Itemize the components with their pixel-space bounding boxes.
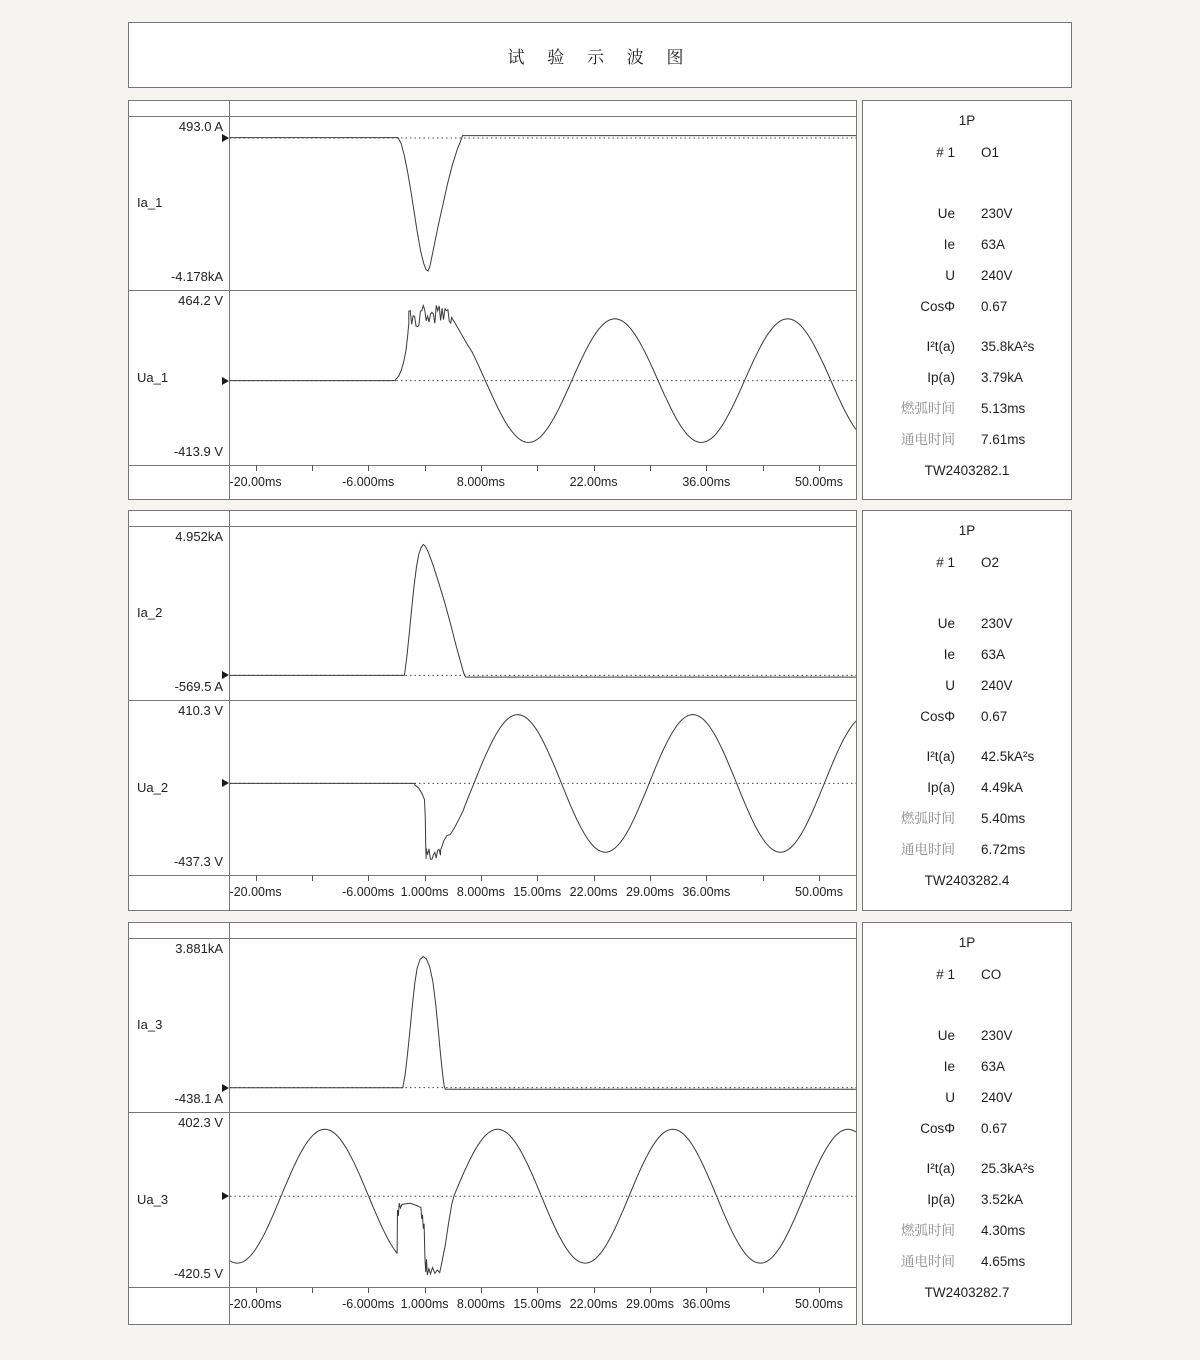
result-row: 通电时间 4.65ms	[901, 1254, 1026, 1269]
param-row: CosΦ 0.67	[920, 1121, 1008, 1136]
axis-tick-label: 29.00ms	[626, 885, 674, 899]
axis-tick	[594, 1288, 595, 1293]
axis-tick	[537, 1288, 538, 1293]
param-row: Ie 63A	[943, 1059, 1006, 1074]
zero-marker-arrow	[222, 134, 229, 142]
range-max-ua2: 410.3 V	[178, 703, 223, 718]
sample-number: # 1	[936, 555, 955, 570]
axis-tick-label: 1.000ms	[400, 885, 449, 899]
axis-tick	[481, 466, 482, 471]
operation-row	[863, 555, 1071, 571]
axis-tick	[425, 876, 426, 881]
axis-tick-label: 8.000ms	[456, 1297, 505, 1311]
result-row: 通电时间 7.61ms	[901, 432, 1026, 447]
oscillogram-section-2	[128, 510, 857, 911]
result-row: Ip(a) 3.79kA	[927, 370, 1024, 385]
range-max-ia2: 4.952kA	[175, 529, 223, 544]
operation-code: O2	[981, 555, 1000, 570]
ua-waveform-svg	[230, 701, 856, 875]
operation-row	[863, 967, 1071, 983]
axis-tick-label: 36.00ms	[682, 1297, 731, 1311]
axis-tick-label: 36.00ms	[682, 475, 731, 489]
sample-number: # 1	[936, 145, 955, 160]
param-row: Ue 230V	[937, 616, 1013, 631]
operation-code: CO	[981, 967, 1002, 982]
test-params	[863, 616, 1071, 725]
axis-tick	[594, 466, 595, 471]
axis-tick	[368, 466, 369, 471]
operation-row	[863, 145, 1071, 161]
test-params	[863, 206, 1071, 315]
axis-tick-label: -20.00ms	[229, 885, 282, 899]
param-row: U 240V	[945, 1090, 1013, 1105]
page-title: 试 验 示 波 图	[507, 47, 693, 67]
axis-tick-label: 50.00ms	[795, 1297, 843, 1311]
channel-label-ua1: Ua_1	[137, 370, 169, 385]
param-row: U 240V	[945, 268, 1013, 283]
axis-tick	[256, 1288, 257, 1293]
ia-waveform-svg	[230, 117, 856, 290]
axis-tick	[312, 876, 313, 881]
range-max-ia1: 493.0 A	[178, 119, 223, 134]
zero-marker-arrow	[222, 377, 229, 385]
axis-tick	[650, 876, 651, 881]
time-axis-1	[229, 466, 856, 499]
title-box	[128, 22, 1072, 88]
axis-tick	[312, 466, 313, 471]
axis-tick-label: 15.00ms	[513, 1297, 562, 1311]
axis-tick	[706, 876, 707, 881]
param-row: Ue 230V	[937, 1028, 1013, 1043]
test-results	[863, 1161, 1071, 1270]
range-min-ua1: -413.9 V	[173, 444, 223, 459]
info-panel-2	[862, 510, 1072, 911]
time-axis-3	[229, 1288, 856, 1324]
result-row: I²t(a) 35.8kA²s	[926, 339, 1035, 354]
oscillogram-section-1	[128, 100, 857, 500]
Ua_2-trace	[230, 715, 856, 860]
phase-label: 1P	[958, 113, 976, 128]
ia1-waveform-plot	[230, 117, 856, 290]
axis-tick	[763, 1288, 764, 1293]
channel-label-ia2: Ia_2	[137, 605, 163, 620]
axis-tick	[537, 876, 538, 881]
axis-tick-label: 8.000ms	[456, 885, 505, 899]
param-row: Ie 63A	[943, 647, 1006, 662]
axis-tick-label: 22.00ms	[569, 1297, 618, 1311]
Ua_1-trace	[230, 305, 856, 442]
axis-tick-label: 15.00ms	[513, 885, 562, 899]
operation-code: O1	[981, 145, 1000, 160]
axis-tick-label: 8.000ms	[456, 475, 505, 489]
ia2-waveform-plot	[230, 527, 856, 700]
axis-tick-label: 22.00ms	[569, 885, 618, 899]
Ia_2-trace	[230, 545, 856, 678]
axis-tick	[650, 1288, 651, 1293]
oscillogram-section-3	[128, 922, 857, 1325]
range-min-ia2: -569.5 A	[174, 679, 223, 694]
Ia_1-trace	[230, 136, 856, 271]
test-results	[863, 749, 1071, 858]
param-row: CosΦ 0.67	[920, 709, 1008, 724]
range-max-ua1: 464.2 V	[178, 293, 223, 308]
result-row: 燃弧时间 5.40ms	[901, 811, 1026, 826]
result-row: 燃弧时间 5.13ms	[901, 401, 1026, 416]
axis-tick-label: -20.00ms	[229, 1297, 282, 1311]
axis-tick	[425, 466, 426, 471]
axis-tick	[819, 466, 820, 471]
axis-tick	[706, 466, 707, 471]
axis-tick	[763, 466, 764, 471]
axis-tick-label: -6.000ms	[342, 885, 395, 899]
result-row: 燃弧时间 4.30ms	[901, 1223, 1026, 1238]
channel-label-ua2: Ua_2	[137, 780, 169, 795]
ua2-waveform-plot	[230, 701, 856, 875]
range-min-ia1: -4.178kA	[170, 269, 223, 284]
test-results	[863, 339, 1071, 448]
report-number: TW2403282.7	[924, 1285, 1010, 1300]
time-axis-2	[229, 876, 856, 910]
result-row: Ip(a) 4.49kA	[927, 780, 1024, 795]
result-row: 通电时间 6.72ms	[901, 842, 1026, 857]
axis-tick-label: 50.00ms	[795, 885, 843, 899]
zero-marker-arrow	[222, 671, 229, 679]
zero-marker-arrow	[222, 1192, 229, 1200]
ua3-waveform-plot	[230, 1113, 856, 1287]
channel-label-ua3: Ua_3	[137, 1192, 169, 1207]
result-row: Ip(a) 3.52kA	[927, 1192, 1024, 1207]
channel-label-ia1: Ia_1	[137, 195, 163, 210]
info-panel-3	[862, 922, 1072, 1325]
test-params	[863, 1028, 1071, 1137]
range-max-ia3: 3.881kA	[175, 941, 223, 956]
ia-waveform-svg	[230, 527, 856, 700]
axis-tick	[763, 876, 764, 881]
axis-tick	[256, 876, 257, 881]
axis-tick	[706, 1288, 707, 1293]
param-row: U 240V	[945, 678, 1013, 693]
result-row: I²t(a) 25.3kA²s	[926, 1161, 1035, 1176]
range-min-ua3: -420.5 V	[173, 1266, 223, 1281]
zero-marker-arrow	[222, 1084, 229, 1092]
axis-tick	[819, 876, 820, 881]
channel-label-ia3: Ia_3	[137, 1017, 163, 1032]
axis-tick-label: -6.000ms	[342, 1297, 395, 1311]
zero-marker-arrow	[222, 779, 229, 787]
result-row: I²t(a) 42.5kA²s	[926, 749, 1035, 764]
Ia_3-trace	[230, 957, 856, 1090]
sample-number: # 1	[936, 967, 955, 982]
phase-label: 1P	[958, 935, 976, 950]
axis-tick-label: -6.000ms	[342, 475, 395, 489]
axis-tick	[819, 1288, 820, 1293]
ua-waveform-svg	[230, 1113, 856, 1287]
param-row: CosΦ 0.67	[920, 299, 1008, 314]
axis-tick	[481, 876, 482, 881]
ua1-waveform-plot	[230, 291, 856, 465]
param-row: Ue 230V	[937, 206, 1013, 221]
range-max-ua3: 402.3 V	[178, 1115, 223, 1130]
ia-waveform-svg	[230, 939, 856, 1112]
axis-tick	[425, 1288, 426, 1293]
axis-tick-label: -20.00ms	[229, 475, 282, 489]
axis-tick	[256, 466, 257, 471]
range-min-ua2: -437.3 V	[173, 854, 223, 869]
info-panel-1	[862, 100, 1072, 500]
axis-tick-label: 29.00ms	[626, 1297, 674, 1311]
report-number: TW2403282.1	[924, 463, 1010, 478]
axis-tick	[650, 466, 651, 471]
param-row: Ie 63A	[943, 237, 1006, 252]
axis-tick-label: 22.00ms	[569, 475, 618, 489]
axis-tick	[368, 876, 369, 881]
axis-tick	[481, 1288, 482, 1293]
ia3-waveform-plot	[230, 939, 856, 1112]
Ua_3-trace	[230, 1129, 856, 1275]
report-number: TW2403282.4	[924, 873, 1010, 888]
axis-tick	[537, 466, 538, 471]
axis-tick-label: 36.00ms	[682, 885, 731, 899]
axis-tick-label: 1.000ms	[400, 1297, 449, 1311]
axis-tick	[312, 1288, 313, 1293]
range-min-ia3: -438.1 A	[174, 1091, 223, 1106]
axis-tick-label: 50.00ms	[795, 475, 843, 489]
phase-label: 1P	[958, 523, 976, 538]
axis-tick	[594, 876, 595, 881]
ua-waveform-svg	[230, 291, 856, 465]
axis-tick	[368, 1288, 369, 1293]
